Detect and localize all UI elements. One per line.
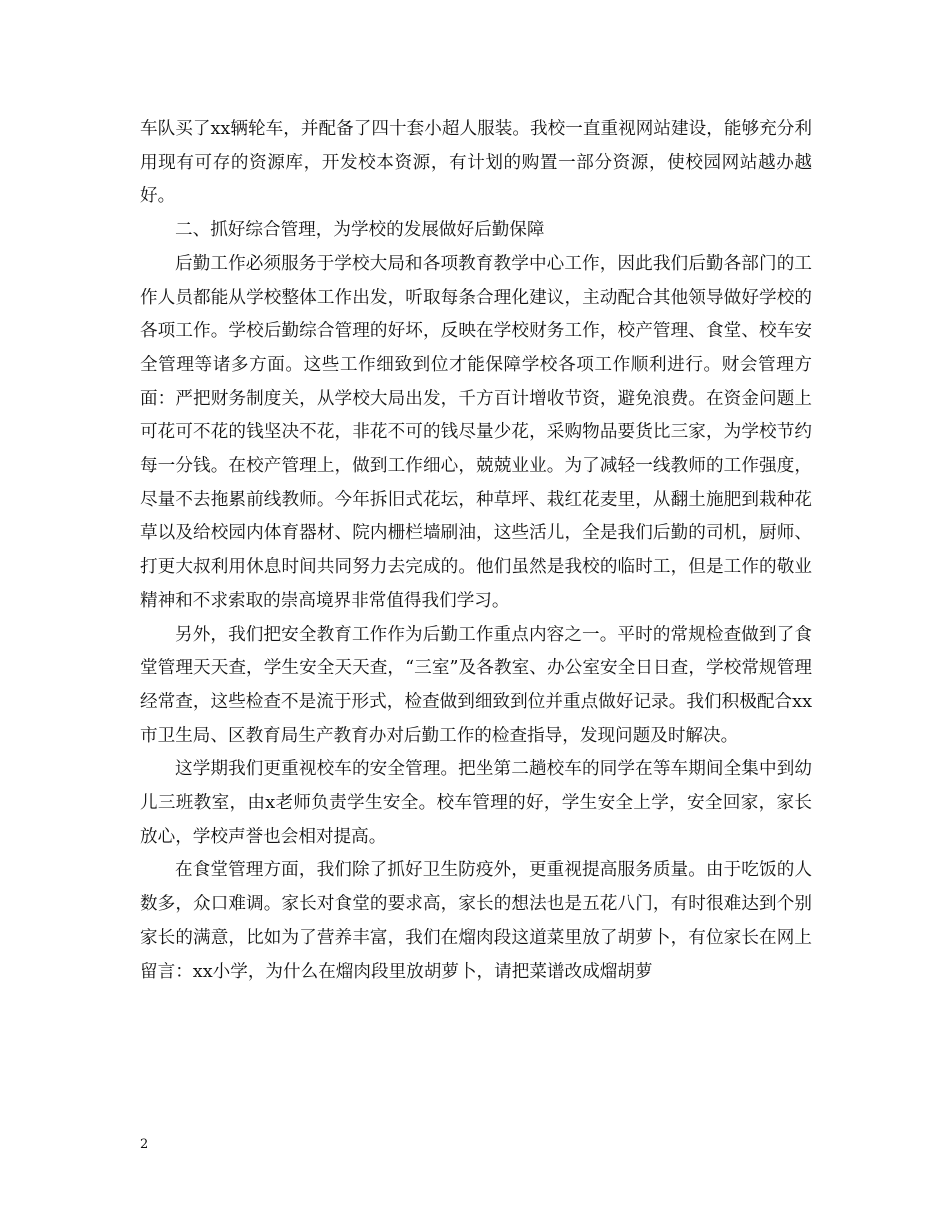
paragraph-1: 车队买了xx辆轮车，并配备了四十套小超人服装。我校一直重视网站建设，能够充分利用现有可存的资源库，开发校本资源，有计划的购置一部分资源，使校园网站越办越好。 xyxy=(140,119,812,207)
document-body xyxy=(140,113,812,989)
section-heading: 二、抓好综合管理，为学校的发展做好后勤保障 xyxy=(175,220,545,241)
paragraph-6: 在食堂管理方面，我们除了抓好卫生防疫外，更重视提高服务质量。由于吃饭的人数多，众口难调。家长对食堂的要求高，家长的想法也是五花八门，有时很难达到个别家长的满意，比如为了营养丰富，我们在熘肉段这道菜里放了胡萝卜，有位家长在网上留言：xx小学，为什么在熘肉段里放胡萝卜，请把菜谱改成熘胡萝 xyxy=(140,860,812,982)
paragraph-5: 这学期我们更重视校车的安全管理。把坐第二趟校车的同学在等车期间全集中到幼儿三班教室，由x老师负责学生安全。校车管理的好，学生安全上学，安全回家，家长放心，学校声誉也会相对提高。 xyxy=(140,759,812,847)
page-number: 2 xyxy=(140,1137,149,1152)
paragraph-4: 另外，我们把安全教育工作作为后勤工作重点内容之一。平时的常规检查做到了食堂管理天天查，学生安全天天查，“三室”及各教室、办公室安全日日查，学校常规管理经常查，这些检查不是流于形式，检查做到细致到位并重点做好记录。我们积极配合xx市卫生局、区教育局生产教育办对后勤工作的检查指导，发现问题及时解决。 xyxy=(140,624,812,746)
paragraph-3: 后勤工作必须服务于学校大局和各项教育教学中心工作，因此我们后勤各部门的工作人员都能从学校整体工作出发，听取每条合理化建议，主动配合其他领导做好学校的各项工作。学校后勤综合管理的好坏，反映在学校财务工作，校产管理、食堂、校车安全管理等诸多方面。这些工作细致到位才能保障学校各项工作顺利进行。财会管理方面：严把财务制度关，从学校大局出发，千方百计增收节资，避免浪费。在资金问题上可花可不花的钱坚决不花，非花不可的钱尽量少花，采购物品要货比三家，为学校节约每一分钱。在校产管理上，做到工作细心，兢兢业业。为了减轻一线教师的工作强度，尽量不去拖累前线教师。今年拆旧式花坛，种草坪、栽红花麦里，从翻土施肥到栽种花草以及给校园内体育器材、院内栅栏墙刷油，这些活儿，全是我们后勤的司机，厨师、打更大叔利用休息时间共同努力去完成的。他们虽然是我校的临时工，但是工作的敬业精神和不求索取的崇高境界非常值得我们学习。 xyxy=(140,253,812,611)
